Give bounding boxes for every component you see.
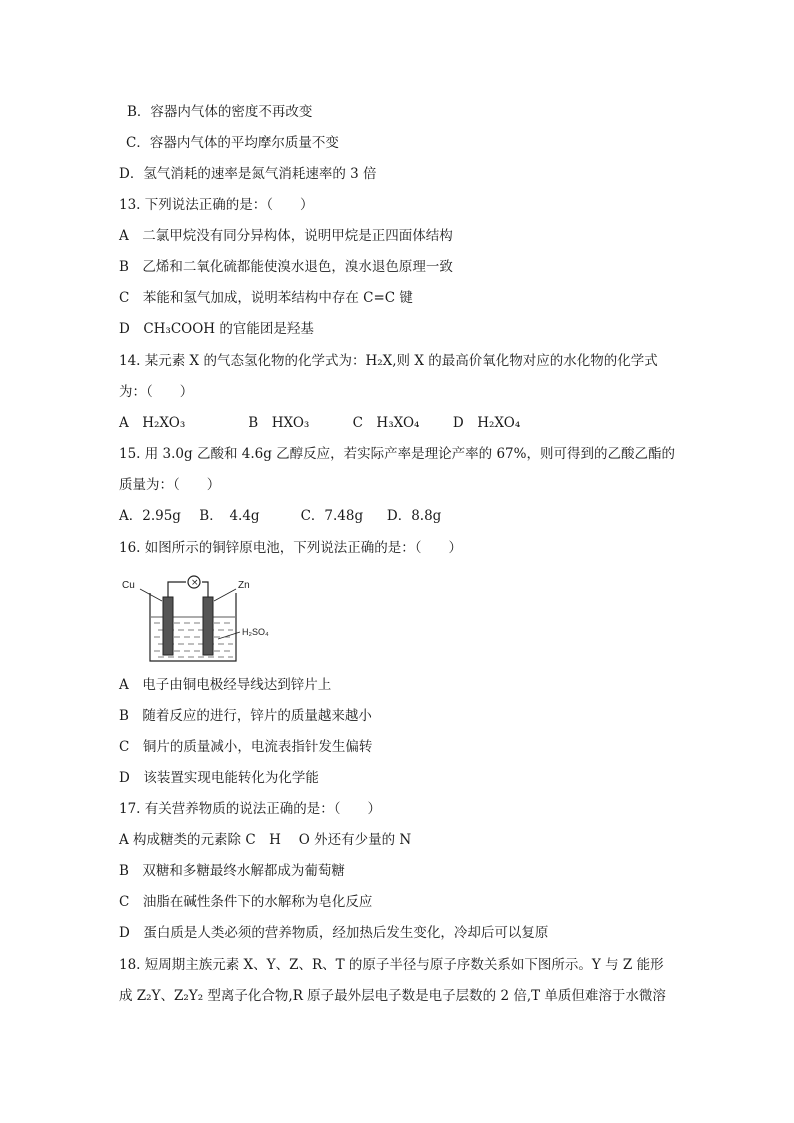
- q14-stem-cont: 为：（ ）: [119, 384, 194, 400]
- q16-option-d: D 该装置实现电能转化为化学能: [119, 770, 319, 786]
- copper-electrode: [163, 597, 173, 655]
- q15-option-a: A．2.95g: [119, 508, 181, 524]
- q13-option-a: A 二氯甲烷没有同分异构体，说明甲烷是正四面体结构: [119, 228, 453, 244]
- label-zn: Zn: [238, 580, 250, 591]
- q12-option-c: C．容器内气体的平均摩尔质量不变: [126, 135, 339, 151]
- ammeter-symbol: ×: [191, 578, 199, 588]
- q13-option-b: B 乙烯和二氧化硫都能使溴水退色，溴水退色原理一致: [119, 259, 453, 275]
- q15-option-b: B． 4.4g: [199, 508, 260, 524]
- q18-stem: 18. 短周期主族元素 X、Y、Z、R、T 的原子半径与原子序数关系如下图所示。Y 与 Z 能形: [119, 957, 664, 973]
- q17-stem: 17. 有关营养物质的说法正确的是：（ ）: [119, 801, 382, 817]
- q13-option-c: C 苯能和氢气加成，说明苯结构中存在 C=C 键: [119, 290, 413, 306]
- q17-option-c: C 油脂在碱性条件下的水解称为皂化反应: [119, 894, 373, 910]
- q14-option-a: A H₂XO₃: [119, 415, 186, 431]
- q15-stem: 15. 用 3.0g 乙酸和 4.6g 乙醇反应，若实际产率是理论产率的 67%，则可得到的乙酸乙酯的: [119, 446, 675, 462]
- label-cu: Cu: [122, 580, 135, 591]
- q16-stem: 16. 如图所示的铜锌原电池，下列说法正确的是：（ ）: [119, 540, 463, 556]
- q16-option-a: A 电子由铜电极经导线达到锌片上: [119, 677, 332, 693]
- q17-option-d: D 蛋白质是人类必须的营养物质，经加热后发生变化，冷却后可以复原: [119, 925, 549, 941]
- wire-right: [202, 582, 208, 597]
- q15-option-d: D．8.8g: [386, 508, 442, 524]
- zn-leader: [214, 589, 236, 601]
- q16-option-b: B 随着反应的进行，锌片的质量越来越小: [119, 708, 372, 724]
- q12-option-d: D．氢气消耗的速率是氮气消耗速率的 3 倍: [119, 166, 377, 182]
- q18-stem-cont: 成 Z₂Y、Z₂Y₂ 型离子化合物,R 原子最外层电子数是电子层数的 2 倍,T 单质但难溶于水微溶: [119, 988, 666, 1004]
- q16-option-c: C 铜片的质量减小，电流表指针发生偏转: [119, 739, 373, 755]
- q14-option-c: C H₃XO₄: [352, 415, 420, 431]
- q12-option-b: B．容器内气体的密度不再改变: [127, 104, 313, 120]
- zinc-electrode: [203, 597, 213, 655]
- q13-option-d: D CH₃COOH 的官能团是羟基: [119, 321, 314, 337]
- wire-left: [168, 582, 186, 597]
- q15-option-c: C．7.48g: [300, 508, 364, 524]
- q17-option-b: B 双糖和多糖最终水解都成为葡萄糖: [119, 863, 345, 879]
- cu-leader: [140, 589, 162, 601]
- q15-options: [119, 507, 441, 525]
- label-h2so4: H₂SO₄: [242, 627, 269, 637]
- q13-stem: 13. 下列说法正确的是：（ ）: [119, 197, 314, 213]
- q17-option-a: A 构成糖类的元素除 C H O 外还有少量的 N: [119, 832, 412, 848]
- q14-stem: 14. 某元素 X 的气态氢化物的化学式为：H₂X,则 X 的最高价氧化物对应的水化物的化学式: [119, 353, 658, 369]
- q14-options: [119, 414, 520, 432]
- q15-stem-cont: 质量为：（ ）: [119, 477, 221, 493]
- acid-leader: [218, 632, 240, 639]
- q14-option-b: B HXO₃: [248, 415, 310, 431]
- q14-option-d: D H₂XO₄: [452, 415, 521, 431]
- galvanic-cell-diagram: [118, 575, 288, 670]
